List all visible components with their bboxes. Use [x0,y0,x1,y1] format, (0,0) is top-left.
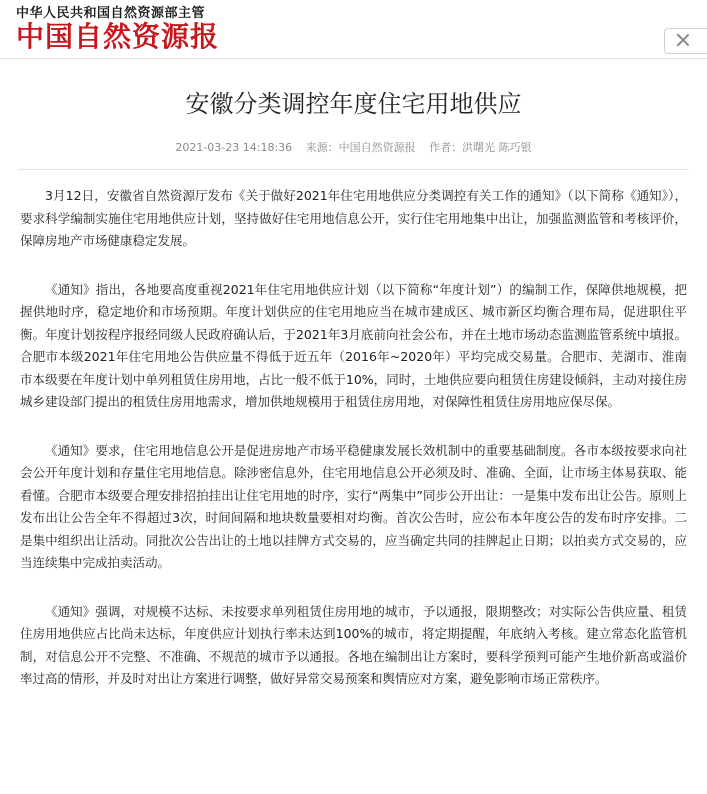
publish-date: 2021-03-23 14:18:36 [175,141,293,154]
author-info [429,141,532,154]
site-header [0,0,707,59]
logo-text: 中国自然资源报 [16,20,220,53]
site-logo[interactable] [16,6,219,53]
source-label: 来源： [305,141,339,154]
publisher-line: 中华人民共和国自然资源部主管 [16,6,206,21]
paragraph: 《通知》强调，对规模不达标、未按要求单列租赁住房用地的城市，予以通报，限期整改；对实际公告供应量、租赁住房用地供应占比尚未达标，年度供应计划执行率未达到100%的城市，将定期提醒，年底纳入考核。建立常态化监管机制，对信息公开不完整、不准确、不规范的城市予以通报。各地在编制出让方案时，要科学预判可能产生地价新高或溢价率过高的情形，并及时对出让方案进行调整，做好异常交易预案和舆情应对方案，避免影响市场正常秩序。 [20,603,687,686]
paragraph: 《通知》要求，住宅用地信息公开是促进房地产市场平稳健康发展长效机制中的重要基础制度。各市本级按要求向社会公开年度计划和存量住宅用地信息。除涉密信息外，住宅用地信息公开必须及时、准确、全面，让市场主体易获取、能看懂。合肥市本级要合理安排招拍挂出让住宅用地的时序，实行“两集中”同步公开出让：一是集中发布出让公告。原则上发布出让公告全年不得超过3次，时间间隔和地块数量要相对均衡。首次公告时，应公布本年度公告的发布时序安排。二是集中组织出让活动。同批次公告出让的土地以挂牌方式交易的，应当确定共同的挂牌起止日期；以拍卖方式交易的，应当连续集中完成拍卖活动。 [20,442,687,570]
article-meta [0,141,707,155]
article-body [0,170,707,691]
close-icon[interactable] [675,32,691,48]
article-title: 安徽分类调控年度住宅用地供应 [185,90,522,118]
author-label: 作者： [429,141,463,154]
paragraph: 3月12日，安徽省自然资源厅发布《关于做好2021年住宅用地供应分类调控有关工作的通知》（以下简称《通知》），要求科学编制实施住宅用地供应计划，坚持做好住宅用地信息公开，实行住宅用地集中出让，加强监测监管和考核评价，保障房地产市场健康稳定发展。 [20,188,687,248]
source-name: 中国自然资源报 [338,141,416,154]
paragraph: 《通知》指出，各地要高度重视2021年住宅用地供应计划（以下简称“年度计划”）的编制工作，保障供地规模，把握供地时序，稳定地价和市场预期。年度计划供应的住宅用地应当在城市建成区、城市新区均衡合理布局，促进职住平衡。年度计划按程序报经同级人民政府确认后，于2021年3月底前向社会公布，并在土地市场动态监测监管系统中填报。合肥市本级2021年住宅用地公告供应量不得低于近五年（2016年~2020年）平均完成交易量。合肥市、芜湖市、淮南市本级要在年度计划中单列租赁住房用地，占比一般不低于10%，同时，土地供应要向租赁住房建设倾斜，主动对接住房城乡建设部门提出的租赁住房用地需求，增加供地规模用于租赁住房用地，对保障性租赁住房用地应保尽保。 [20,281,687,409]
author-names: 洪曙光 陈巧银 [462,141,532,154]
source-info [306,141,416,154]
